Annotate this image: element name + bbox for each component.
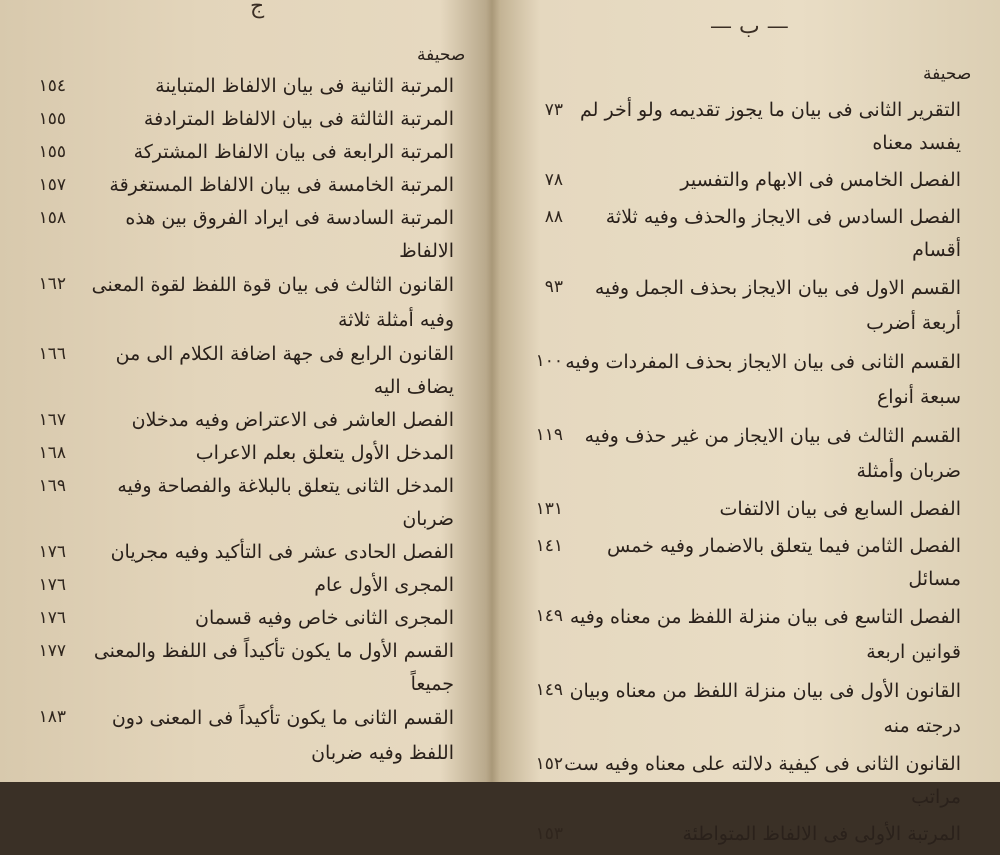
entry-title: الفصل التاسع فى بيان منزلة اللفظ من معناه وفيه قوانين اربعة [569,606,961,663]
entry-title: القانون الثالث فى بيان قوة اللفظ لقوة المعنى وفيه أمثلة ثلاثة [91,274,454,331]
page-number: ٧٣ [544,100,563,120]
right-page [495,0,1000,845]
page-number: ١٥٢ [535,754,563,774]
page-column-header: صحيفة [417,45,466,65]
page-number: ١٥٨ [38,208,66,228]
toc-entry [525,201,975,267]
toc-entry [525,674,975,744]
left-page [0,0,485,782]
table-of-contents [28,70,468,771]
page-number: ١٥٧ [38,175,66,195]
page-number: ١٤٩ [535,606,563,626]
page-column-header: صحيفة [923,64,972,84]
toc-entry [28,268,468,338]
page-number: ١٤٩ [535,680,563,700]
toc-entry [525,94,975,160]
page-number: ٩٣ [544,277,563,297]
toc-entry [28,569,468,602]
page-number: ١٥٤ [38,76,66,96]
page-number: ١٨٣ [38,707,66,727]
page-number: ١٧٦ [38,542,66,562]
entry-title: المدخل الأول يتعلق بعلم الاعراب [195,442,454,464]
page-number: ١٦٦ [38,344,66,364]
toc-entry [28,202,468,268]
entry-title: الفصل السادس فى الايجاز والحذف وفيه ثلاثة أقسام [605,206,961,261]
page-number: ١١٩ [535,425,563,445]
page-number: ١٧٦ [38,608,66,628]
entry-title: التقرير الثانى فى بيان ما يجوز تقديمه ولو أخر لم يفسد معناه [580,99,961,154]
entry-title: القسم الثالث فى بيان الايجاز من غير حذف وفيه ضربان وأمثلة [584,425,961,482]
entry-title: المرتبة الثالثة فى بيان الالفاظ المترادفة [143,108,454,130]
entry-title: القسم الثانى ما يكون تأكيداً فى المعنى دون اللفظ وفيه ضربان [111,707,454,764]
page-number: ١٥٥ [38,142,66,162]
entry-title: المرتبة الأولى فى الالفاظ المتواطئة [682,823,961,845]
page-number: ٨٨ [544,207,563,227]
toc-entry [525,345,975,415]
toc-entry [28,536,468,569]
toc-entry [525,748,975,814]
toc-entry [28,602,468,635]
entry-title: القانون الرابع فى جهة اضافة الكلام الى من يضاف اليه [115,343,454,398]
toc-entry [28,338,468,404]
page-number: ١٠٠ [535,351,563,371]
toc-entry [525,818,975,851]
page-number: ١٦٩ [38,476,66,496]
entry-title: القسم الثانى فى بيان الايجاز بحذف المفردات وفيه سبعة أنواع [565,351,961,408]
entry-title: المجرى الثانى خاص وفيه قسمان [195,607,454,629]
page-number: ١٦٨ [38,443,66,463]
entry-title: القسم الاول فى بيان الايجاز بحذف الجمل وفيه أربعة أضرب [594,277,961,334]
entry-title: المدخل الثانى يتعلق بالبلاغة والفصاحة وفيه ضربان [117,475,454,530]
table-of-contents [525,94,975,855]
entry-title: الفصل الخامس فى الابهام والتفسير [680,169,961,191]
toc-entry [525,419,975,489]
page-number: ١٥٣ [535,824,563,844]
entry-title: المرتبة الخامسة فى بيان الالفاظ المستغرقة [109,174,454,196]
toc-entry [525,271,975,341]
page-number: ١٣١ [535,499,563,519]
page-number: ١٦٧ [38,410,66,430]
toc-entry [28,70,468,103]
toc-entry [28,635,468,701]
page-marker: ج [250,0,265,19]
toc-entry [525,530,975,596]
entry-title: الفصل السابع فى بيان الالتفات [719,498,961,520]
entry-title: الفصل الثامن فيما يتعلق بالاضمار وفيه خمس مسائل [606,535,961,590]
toc-entry [28,404,468,437]
page-number: ١٤١ [535,536,563,556]
toc-entry [28,169,468,202]
entry-title: الفصل الحادى عشر فى التأكيد وفيه مجريان [110,541,454,563]
entry-title: المجرى الأول عام [314,574,454,596]
entry-title: المرتبة الرابعة فى بيان الالفاظ المشتركة [133,141,454,163]
toc-entry [28,470,468,536]
page-number: ١٦٢ [38,274,66,294]
toc-entry [525,493,975,526]
entry-title: القانون الثانى فى كيفية دلالته على معناه وفيه ست مراتب [564,753,961,808]
toc-entry [28,136,468,169]
toc-entry [525,600,975,670]
page-number: ٧٨ [544,170,563,190]
toc-entry [28,103,468,136]
entry-title: المرتبة الثانية فى بيان الالفاظ المتباينة [155,75,454,97]
entry-title: القانون الأول فى بيان منزلة اللفظ من معناه وبيان درجته منه [569,680,961,737]
page-number: ١٧٧ [38,641,66,661]
page-number: ١٧٦ [38,575,66,595]
page-marker: — ب — [710,14,789,39]
entry-title: القسم الأول ما يكون تأكيداً فى اللفظ والمعنى جميعاً [93,640,454,695]
entry-title: المرتبة السادسة فى ايراد الفروق بين هذه الالفاظ [125,207,454,262]
toc-entry [28,701,468,771]
page-number: ١٥٥ [38,109,66,129]
entry-title: الفصل العاشر فى الاعتراض وفيه مدخلان [131,409,454,431]
toc-entry [525,164,975,197]
toc-entry [28,437,468,470]
